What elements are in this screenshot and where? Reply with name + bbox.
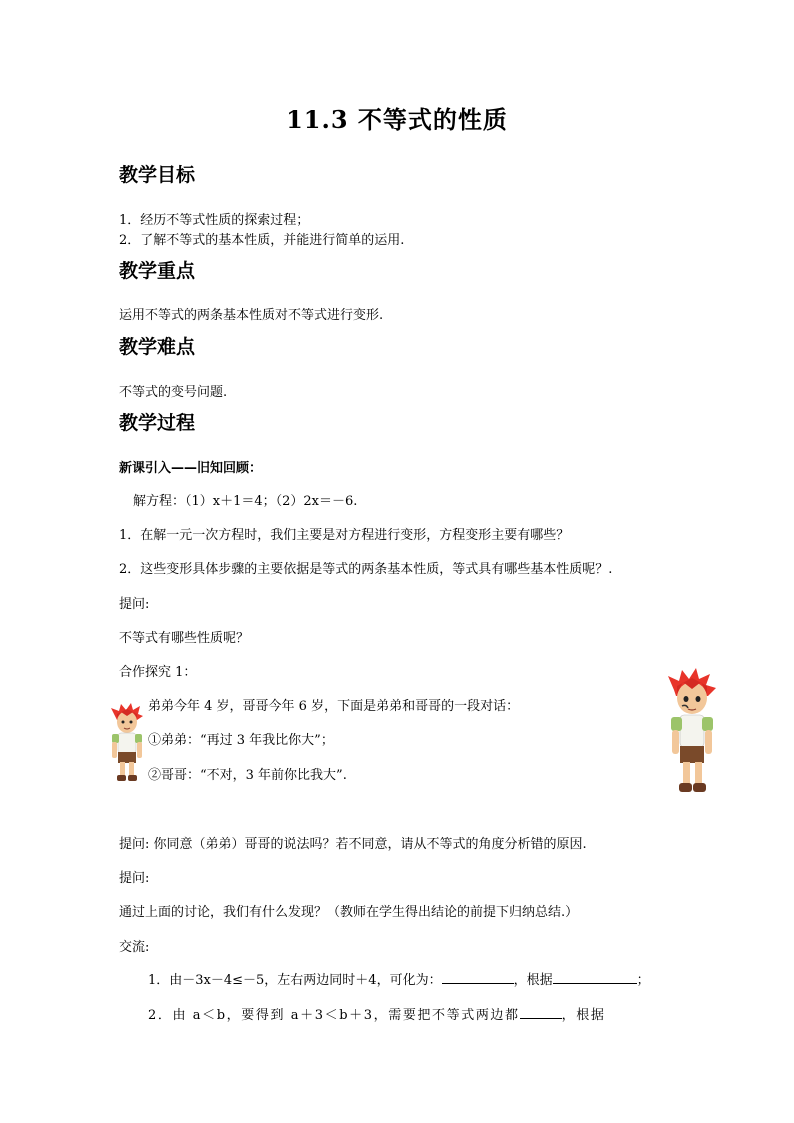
exercise-1-part-a: 1．由－3x－4≤－5，左右两边同时＋4，可化为： xyxy=(148,973,442,988)
heading-difficulties: 教学难点 xyxy=(119,336,196,358)
question-2: 2．这些变形具体步骤的主要依据是等式的两条基本性质，等式具有哪些基本性质呢？. xyxy=(119,562,613,577)
heading-goals: 教学目标 xyxy=(119,164,196,186)
ask-label-1: 提问: xyxy=(119,597,150,612)
story-younger-brother: ①弟弟：“再过 3 年我比你大”； xyxy=(148,733,334,748)
exercise-1-part-b: ，根据 xyxy=(513,973,553,988)
ask-text-1: 不等式有哪些性质呢？ xyxy=(119,631,250,646)
story-intro: 弟弟今年 4 岁，哥哥今年 6 岁，下面是弟弟和哥哥的一段对话： xyxy=(148,699,520,714)
exercise-2-part-b: ，根据 xyxy=(561,1008,606,1023)
goal-item-2: 2．了解不等式的基本性质，并能进行简单的运用. xyxy=(119,233,405,248)
exercise-2-part-a: 2．由 a＜b，要得到 a＋3＜b＋3，需要把不等式两边都 xyxy=(148,1008,520,1023)
discover-text: 通过上面的讨论，我们有什么发现？（教师在学生得出结论的前提下归纳总结.） xyxy=(119,905,579,920)
intro-label: 新课引入——旧知回顾： xyxy=(119,461,263,476)
ask-text-2: 提问: 你同意（弟弟）哥哥的说法吗？若不同意，请从不等式的角度分析错的原因. xyxy=(119,837,587,852)
answer-blank-3[interactable] xyxy=(520,1005,562,1019)
answer-blank-1[interactable] xyxy=(442,970,514,984)
cartoon-boy-small-icon xyxy=(107,702,147,784)
cooperation-label: 合作探究 1： xyxy=(119,665,197,680)
cartoon-boy-large-icon xyxy=(664,668,720,796)
answer-blank-2[interactable] xyxy=(553,970,637,984)
exercise-2 xyxy=(148,1004,605,1023)
ask-label-3: 提问: xyxy=(119,871,150,886)
equations-text: 解方程：（1）x＋1＝4；（2）2x＝－6. xyxy=(133,494,358,509)
goal-item-1: 1．经历不等式性质的探索过程； xyxy=(119,213,310,228)
question-1: 1．在解一元一次方程时，我们主要是对方程进行变形，方程变形主要有哪些？ xyxy=(119,528,570,543)
exercise-1-part-c: ； xyxy=(636,973,650,988)
heading-process: 教学过程 xyxy=(119,412,196,434)
exercise-1 xyxy=(148,969,650,988)
story-older-brother: ②哥哥：“不对，3 年前你比我大”. xyxy=(148,768,347,783)
heading-key-points: 教学重点 xyxy=(119,260,196,282)
exchange-label: 交流: xyxy=(119,940,150,955)
difficulties-text: 不等式的变号问题. xyxy=(119,385,228,400)
page-title: 11.3 不等式的性质 xyxy=(286,105,508,134)
key-points-text: 运用不等式的两条基本性质对不等式进行变形. xyxy=(119,308,384,323)
